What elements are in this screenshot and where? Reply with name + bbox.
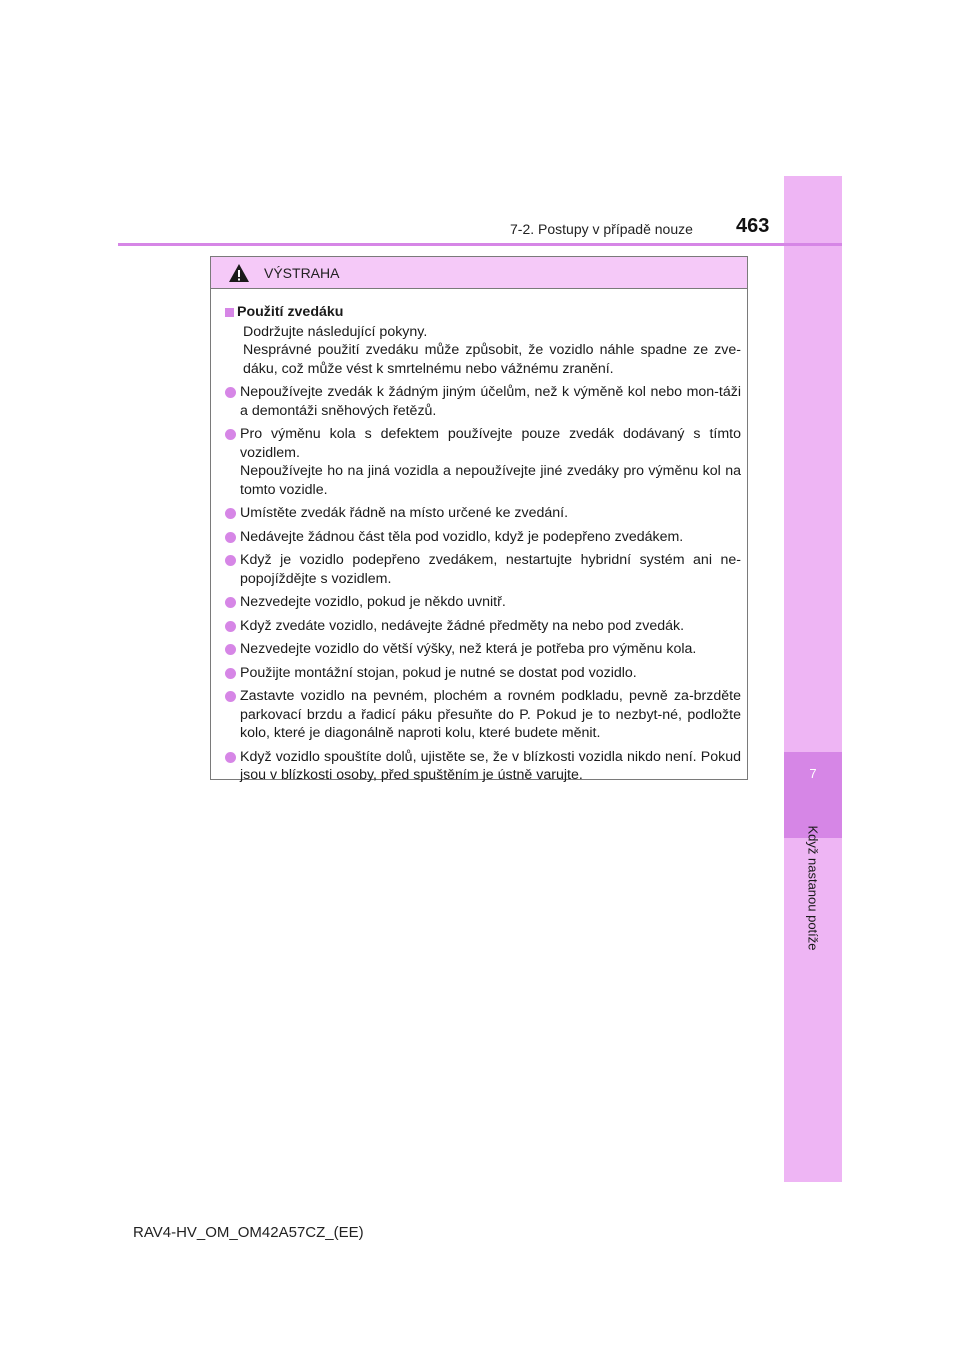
intro-line: Nesprávné použití zvedáku může způsobit, že vozidlo náhle spadne ze zve-dáku, což může vést k smrtelnému nebo vážnému zranění. [243,342,741,377]
list-item [225,528,741,547]
warning-section-title [225,303,741,322]
bullet-dot-icon [225,621,236,632]
list-item-text: Nepoužívejte ho na jiná vozidla a nepoužívejte jiné zvedáky pro výměnu kol na tomto vozidle. [240,463,741,498]
list-item-text: Zastavte vozidlo na pevném, plochém a rovném podkladu, pevně za-brzděte parkovací brzdu a řadicí páku přesuňte do P. Pokud je to nezbyt-né, podložte kolo, které je diagonálně naproti kolu, které budete měnit. [240,688,741,741]
warning-box [210,256,748,783]
list-item [225,551,741,588]
warning-header [211,257,747,289]
list-item-text: Když vozidlo spouštíte dolů, ujistěte se, že v blízkosti vozidla nikdo není. Pokud jsou v blízkosti osoby, před spuštěním je ústně varujte. [240,748,741,783]
list-item-text: Umístěte zvedák řádně na místo určené ke zvedání. [240,505,569,521]
page-number: 463 [736,215,770,237]
list-item-text: Nedávejte žádnou část těla pod vozidlo, když je podepřeno zvedákem. [240,528,684,545]
intro-line: Dodržujte následující pokyny. [243,323,428,340]
list-item-text: Když zvedáte vozidlo, nedávejte žádné předměty na nebo pod zvedák. [240,617,685,634]
square-bullet-icon [225,308,234,317]
list-item-text: Použijte montážní stojan, pokud je nutné se dostat pod vozidlo. [240,664,637,681]
header-rule [118,243,842,246]
bullet-dot-icon [225,387,236,398]
warning-triangle-icon [228,263,250,283]
section-header-title: 7-2. Postupy v případě nouze [510,221,693,237]
list-item-text: Pro výměnu kola s defektem používejte pouze zvedák dodávaný s tímto vozidlem. [240,426,741,461]
bullet-dot-icon [225,597,236,608]
bullet-dot-icon [225,752,236,763]
list-item-text: Nezvedejte vozidlo, pokud je někdo uvnitř. [240,594,506,610]
document-code: RAV4-HV_OM_OM42A57CZ_(EE) [133,1224,364,1241]
warning-intro [243,323,741,379]
list-item [225,617,741,636]
warning-section-title-text: Použití zvedáku [237,304,344,320]
warning-body [211,289,747,785]
warning-items [225,383,741,785]
warning-label: VÝSTRAHA [264,264,340,281]
list-item [225,748,741,785]
list-item [225,664,741,683]
list-item-text: Nezvedejte vozidlo do větší výšky, než která je potřeba pro výměnu kola. [240,641,697,657]
list-item [225,640,741,659]
list-item-text: Nepoužívejte zvedák k žádným jiným účelům, než k výměně kol nebo mon-táži a demontáži sněhových řetězů. [240,384,741,419]
list-item [225,425,741,499]
list-item [225,593,741,612]
list-item-text: Když je vozidlo podepřeno zvedákem, nestartujte hybridní systém ani ne-popojíždějte s vozidlem. [240,552,741,587]
chapter-number: 7 [809,766,817,781]
bullet-dot-icon [225,429,236,440]
list-item [225,687,741,743]
chapter-title: Když nastanou potíže [805,825,821,951]
bullet-dot-icon [225,644,236,655]
bullet-dot-icon [225,691,236,702]
bullet-dot-icon [225,668,236,679]
bullet-dot-icon [225,532,236,543]
list-item [225,504,741,523]
bullet-dot-icon [225,555,236,566]
list-item [225,383,741,420]
chapter-tab [784,176,842,1182]
bullet-dot-icon [225,508,236,519]
